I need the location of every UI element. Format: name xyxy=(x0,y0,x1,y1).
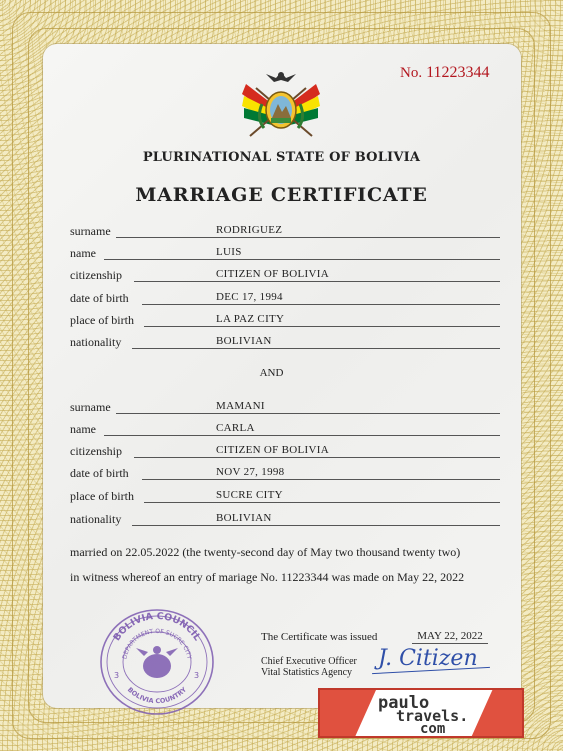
field-label: place of birth xyxy=(70,489,134,503)
field-row xyxy=(70,487,500,503)
field-underline xyxy=(142,479,500,480)
logo-stripe xyxy=(320,690,376,738)
field-row xyxy=(70,266,500,282)
field-value: NOV 27, 1998 xyxy=(216,466,285,478)
witness-statement: in witness whereof an entry of mariage No. 11223344 was made on May 22, 2022 xyxy=(70,570,465,584)
field-label: surname xyxy=(70,224,111,238)
field-value: SUCRE CITY xyxy=(216,489,283,501)
field-label: name xyxy=(70,422,96,436)
field-value: MAMANI xyxy=(216,400,265,412)
number-label: No. xyxy=(400,65,423,81)
coat-of-arms-icon xyxy=(236,66,326,144)
field-row xyxy=(70,510,500,526)
field-underline xyxy=(132,525,500,526)
field-underline xyxy=(116,237,500,238)
field-underline xyxy=(116,413,500,414)
field-row xyxy=(70,398,500,414)
field-label: citizenship xyxy=(70,268,122,282)
field-row xyxy=(70,222,500,238)
field-underline xyxy=(104,259,500,260)
field-value: CITIZEN OF BOLIVIA xyxy=(216,444,329,456)
field-value: LA PAZ CITY xyxy=(216,313,285,325)
field-underline xyxy=(132,348,500,349)
field-value: DEC 17, 1994 xyxy=(216,291,283,303)
svg-text:BOLIVIA COUNTRY: BOLIVIA COUNTRY xyxy=(125,685,189,706)
signature: J. Citizen xyxy=(378,646,478,671)
marriage-date-statement: married on 22.05.2022 (the twenty-second day of May two thousand twenty two) xyxy=(70,545,461,559)
field-label: surname xyxy=(70,400,111,414)
field-label: citizenship xyxy=(70,444,122,458)
certificate-number xyxy=(400,64,490,82)
watermark-line: travels. xyxy=(396,707,469,725)
field-row xyxy=(70,464,500,480)
field-value: CITIZEN OF BOLIVIA xyxy=(216,268,329,280)
field-underline xyxy=(144,502,500,503)
svg-text:BOLIVIA COUNCIL: BOLIVIA COUNCIL xyxy=(111,610,203,644)
svg-text:DEPARTMENT OF SUCRE CITY: DEPARTMENT OF SUCRE CITY xyxy=(121,627,193,660)
field-row xyxy=(70,420,500,436)
watermark-logo xyxy=(318,688,524,738)
watermark-line: paulo xyxy=(378,693,430,713)
field-value: RODRIGUEZ xyxy=(216,224,283,236)
field-underline xyxy=(104,435,500,436)
field-row xyxy=(70,311,500,327)
issued-date: MAY 22, 2022 xyxy=(412,630,488,644)
field-label: place of birth xyxy=(70,313,134,327)
logo-stripe xyxy=(470,690,524,738)
svg-text:3: 3 xyxy=(114,671,120,680)
field-value: CARLA xyxy=(216,422,255,434)
field-value: BOLIVIAN xyxy=(216,335,272,347)
field-underline xyxy=(142,304,500,305)
and-separator: AND xyxy=(259,367,284,379)
official-seal-stamp xyxy=(96,606,218,718)
field-label: nationality xyxy=(70,512,122,526)
field-label: name xyxy=(70,246,96,260)
svg-text:3: 3 xyxy=(194,671,200,680)
certificate-title: MARRIAGE CERTIFICATE xyxy=(135,184,428,206)
issued-label: The Certificate was issued xyxy=(261,631,378,643)
officer-title xyxy=(261,656,357,678)
field-label: date of birth xyxy=(70,291,129,305)
field-underline xyxy=(134,281,500,282)
field-underline xyxy=(134,457,500,458)
officer-line: Chief Executive Officer xyxy=(261,656,357,667)
field-row xyxy=(70,289,500,305)
field-label: date of birth xyxy=(70,466,129,480)
field-value: LUIS xyxy=(216,246,242,258)
officer-line: Vital Statistics Agency xyxy=(261,667,353,678)
field-row xyxy=(70,442,500,458)
field-row xyxy=(70,244,500,260)
field-row xyxy=(70,333,500,349)
watermark-line: com xyxy=(420,721,446,737)
field-underline xyxy=(144,326,500,327)
field-value: BOLIVIAN xyxy=(216,512,272,524)
number-value: 11223344 xyxy=(426,64,490,81)
state-heading: PLURINATIONAL STATE OF BOLIVIA xyxy=(142,150,421,165)
field-label: nationality xyxy=(70,335,122,349)
